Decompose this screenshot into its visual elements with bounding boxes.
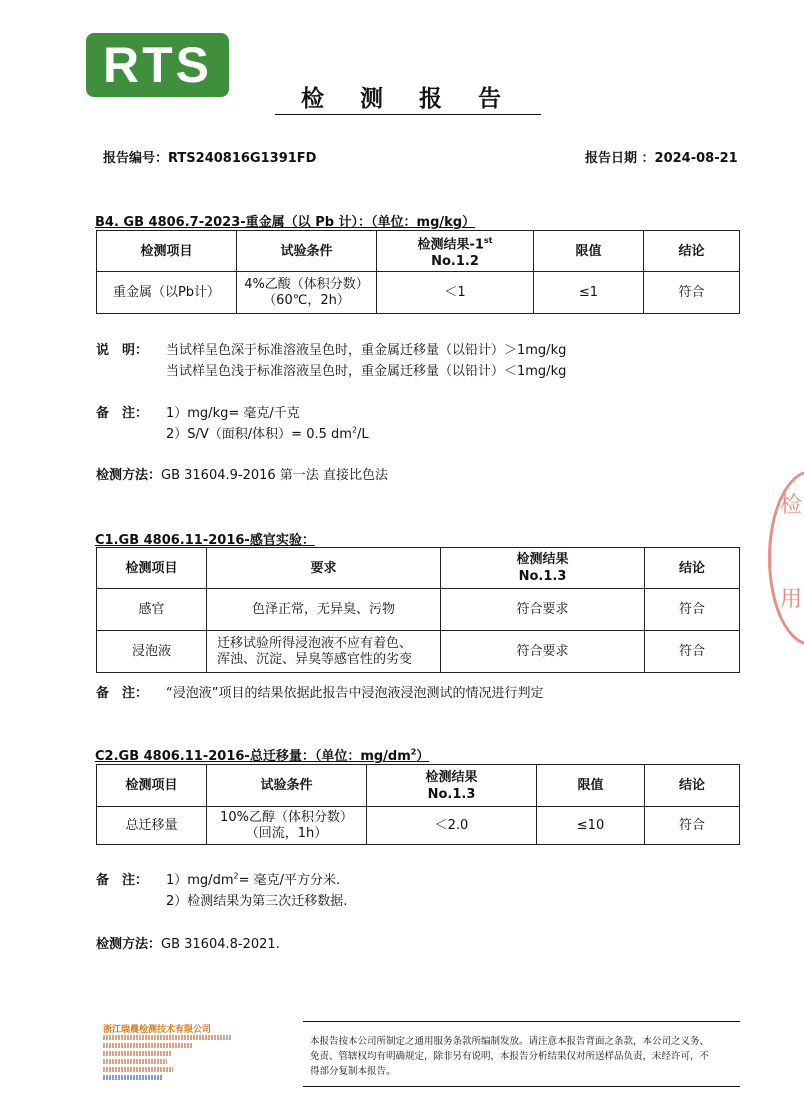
contact-line [103,1035,231,1040]
b4-condition-line1: 4%乙酸（体积分数） [244,276,369,292]
website-link[interactable] [103,1075,163,1080]
c2-method-label: 检测方法： [96,937,162,952]
footer-bottom-divider [303,1086,740,1087]
b4-cell-result: ＜1 [377,272,534,314]
stamp-char-1: 检 [780,493,803,518]
c2-remark-label: 备 注： [96,873,149,888]
c1-table [96,547,740,673]
b4-header-limit: 限值 [534,231,644,272]
c1-row1-item: 感官 [97,589,207,631]
c2-cell-condition [207,807,367,845]
report-date: 报告日期 ：2024-08-21 [585,151,738,166]
title-underline [275,114,541,115]
c1-row1-conclusion: 符合 [645,589,740,631]
c1-remark-label: 备 注： [96,686,149,701]
contact-line [103,1067,173,1072]
c1-header-requirement: 要求 [207,548,441,589]
b4-remark-line2 [166,423,369,442]
c1-row2-requirement [207,631,441,673]
b4-remark2-sup: 2 [351,425,358,435]
b4-remark2-text: 2）S/V（面积/体积）= 0.5 dm [166,427,352,442]
disclaimer-line1: 本报告按本公司所制定之通用服务条款所编制发放。请注意本报告背面之条款，本公司之义务、 [310,1036,710,1047]
b4-remark2-unit: /L [357,427,369,442]
footer-divider [303,1021,740,1022]
c2-header-limit: 限值 [537,765,645,807]
c2-remark-line1 [166,869,340,888]
b4-remark-line1: 1）mg/kg= 毫克/千克 [166,406,300,421]
c2-cell-limit: ≤10 [537,807,645,845]
c1-header-item: 检测项目 [97,548,207,589]
c2-heading-sup: 2 [410,747,417,757]
report-number: 报告编号：RTS240816G1391FD [103,151,317,166]
c2-remark1-unit: = 毫克/平方分米. [238,873,341,888]
c2-header-result [367,765,537,807]
b4-method-text: GB 31604.9-2016 第一法 直接比色法 [161,468,388,483]
c1-row2-req-line1: 迁移试验所得浸泡液不应有着色、 [217,635,413,651]
c2-cell-item: 总迁移量 [97,807,207,845]
c2-cell-conclusion: 符合 [645,807,740,845]
b4-header-result [377,231,534,272]
b4-explain-line2: 当试样呈色浅于标准溶液呈色时，重金属迁移量（以铅计）＜1mg/kg [166,364,567,379]
c2-header-item: 检测项目 [97,765,207,807]
table-row [97,807,740,845]
contact-line [103,1059,167,1064]
c1-remark-text: “浸泡液”项目的结果依据此报告中浸泡液浸泡测试的情况进行判定 [166,686,544,701]
c1-header-result-label: 检测结果 [516,552,569,567]
c1-row2-conclusion: 符合 [645,631,740,673]
stamp-char-2: 用 [780,587,803,612]
disclaimer-line3: 得部分复制本报告。 [310,1066,396,1077]
c1-header-result [441,548,645,589]
footer-disclaimer [310,1034,740,1079]
c1-row1-result: 符合要求 [441,589,645,631]
c1-row2-req-line2: 浑浊、沉淀、异臭等感官性的劣变 [217,651,413,667]
c2-condition-line2: （回流，1h） [245,825,328,841]
c2-header-condition: 试验条件 [207,765,367,807]
section-b4-heading: B4. GB 4806.7-2023-重金属（以 Pb 计）：（单位：mg/kg） [95,215,476,230]
c1-row2-item: 浸泡液 [97,631,207,673]
disclaimer-line2: 免责、管辖权均有明确规定，除非另有说明，本报告分析结果仅对所送样品负责，未经许可，不 [310,1051,710,1062]
c2-condition-line1: 10%乙醇（体积分数） [220,809,353,825]
c2-remark1-sup: 2 [233,871,239,881]
b4-explain-label: 说 明： [96,343,149,358]
c1-row2-result: 符合要求 [441,631,645,673]
b4-cell-item: 重金属（以Pb计） [97,272,237,314]
c1-header-result-no: No.1.3 [518,569,567,584]
b4-header-condition: 试验条件 [237,231,377,272]
b4-remark-label: 备 注： [96,406,149,421]
c2-header-result-label: 检测结果 [425,769,478,785]
b4-cell-condition [237,272,377,314]
c2-remark1-text: 1）mg/dm [166,873,234,888]
b4-explain-line1: 当试样呈色深于标准溶液呈色时，重金属迁移量（以铅计）＞1mg/kg [166,343,567,358]
c1-header-conclusion: 结论 [645,548,740,589]
b4-table [96,230,740,314]
table-row [97,589,740,631]
contact-line [103,1043,193,1048]
section-c1-heading: C1.GB 4806.11-2016-感官实验： [95,533,315,548]
b4-cell-conclusion: 符合 [644,272,740,314]
b4-method-label: 检测方法： [96,468,162,483]
c2-header-conclusion: 结论 [645,765,740,807]
b4-header-result-sup: st [483,235,493,245]
b4-header-result-label: 检测结果-1 [417,237,484,253]
c2-cell-result: ＜2.0 [367,807,537,845]
footer-company-name: 浙江瑞晨检测技术有限公司 [103,1025,212,1035]
c2-method [96,933,280,952]
b4-cell-limit: ≤1 [534,272,644,314]
b4-condition-line2: （60℃，2h） [263,292,350,308]
c2-heading-text: C2.GB 4806.11-2016-总迁移量：（单位：mg/dm [95,749,411,764]
c2-header-result-no: No.1.3 [427,786,476,802]
contact-line [103,1051,171,1056]
table-row [97,272,740,314]
b4-header-item: 检测项目 [97,231,237,272]
c2-remark-line2: 2）检测结果为第三次迁移数据. [166,894,348,909]
c1-row1-requirement: 色泽正常，无异臭、污物 [207,589,441,631]
section-c2-heading [95,745,429,764]
b4-header-conclusion: 结论 [644,231,740,272]
page-title: 检 测 报 告 [300,86,516,112]
b4-method [96,464,388,483]
c2-method-text: GB 31604.8-2021. [161,937,280,952]
footer-contact-block [103,1035,253,1080]
c2-table [96,764,740,845]
c2-heading-close: ） [416,749,430,764]
company-logo: RTS [86,33,229,97]
table-row [97,631,740,673]
b4-header-result-no: No.1.2 [431,254,479,270]
